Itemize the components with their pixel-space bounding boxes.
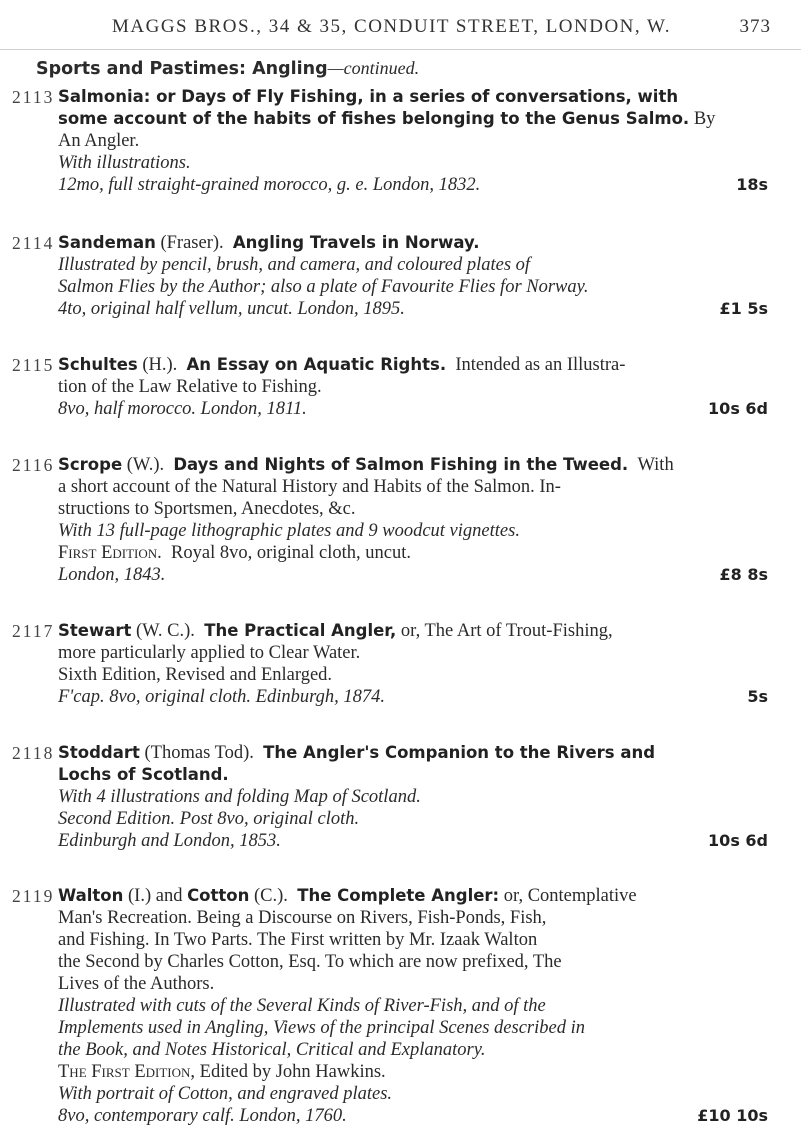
entry-title: The Practical Angler, [204, 621, 397, 640]
entry-title-cont: Lochs of Scotland. [58, 765, 229, 784]
entry-author: Stewart [58, 621, 132, 640]
entry-author: Stoddart [58, 743, 140, 762]
entry-price: 10s 6d [708, 399, 768, 418]
catalogue-entry: 2117 Stewart (W. C.). The Practical Angler, or, The Art of Trout-Fishing, more particularly applied to Clear Water. Sixth Edition, Revised and Enlarged. F'cap. 8vo, original cloth. Edinburgh, 1874. 5s [12, 621, 768, 707]
section-continued: —continued. [327, 58, 420, 78]
entry-number: 2116 [12, 455, 55, 475]
catalogue-entry: 2113 Salmonia: or Days of Fly Fishing, in a series of conversations, with some account of the habits of fishes belonging to the Genus Salmo. By An Angler. With illustrations. 12mo, full straight-grained morocco, g. e. London, 1832. 18s [12, 87, 768, 195]
entry-price: £1 5s [719, 299, 768, 318]
entry-author-2: Cotton [187, 886, 250, 905]
catalogue-entry: 2115 Schultes (H.). An Essay on Aquatic Rights. Intended as an Illustra- tion of the Law Relative to Fishing. 8vo, half morocco. London, 1811. 10s 6d [12, 355, 768, 419]
entry-author: Scrope [58, 455, 123, 474]
entry-price: £8 8s [719, 565, 768, 584]
entry-number: 2115 [12, 355, 55, 375]
entry-title: An Essay on Aquatic Rights. [186, 355, 447, 374]
catalogue-entry: 2114 Sandeman (Fraser). Angling Travels in Norway. Illustrated by pencil, brush, and camera, and coloured plates of Salmon Flies by the Author; also a plate of Favourite Flies for Norway. 4to, original half vellum, uncut. London, 1895. £1 5s [12, 233, 768, 319]
section-title: Sports and Pastimes: Angling—continued. [36, 58, 420, 79]
entry-price: £10 10s [697, 1106, 768, 1125]
entry-number: 2114 [12, 233, 55, 253]
page-number: 373 [739, 16, 771, 37]
entry-title: Salmonia: or Days of Fly Fishing, in a series of conversations, with [58, 87, 679, 106]
header-rule [0, 49, 801, 50]
catalogue-entry: 2119 Walton (I.) and Cotton (C.). The Complete Angler: or, Contemplative Man's Recreation. Being a Discourse on Rivers, Fish-Ponds, Fish, and Fishing. In Two Parts. The First written by Mr. Izaak Walton the Second by Charles Cotton, Esq. To which are now prefixed, The Lives of the Authors. Illustrated with cuts of the Several Kinds of River-Fish, and of the Implements used in Angling, Views of the principal Scenes described in the Book, and Notes Historical, Critical and Explanatory. The First Edition, Edited by John Hawkins. With portrait of Cotton, and engraved plates. 8vo, contemporary calf. London, 1760. £10 10s [12, 886, 768, 1126]
entry-title-cont: some account of the habits of fishes belonging to the Genus Salmo. [58, 109, 690, 128]
entry-number: 2118 [12, 743, 55, 763]
entry-price: 18s [736, 175, 768, 194]
catalogue-entry: 2118 Stoddart (Thomas Tod). The Angler's Companion to the Rivers and Lochs of Scotland. With 4 illustrations and folding Map of Scotland. Second Edition. Post 8vo, original cloth. Edinburgh and London, 1853. 10s 6d [12, 743, 768, 851]
entry-price: 10s 6d [708, 831, 768, 850]
entry-number: 2119 [12, 886, 55, 906]
entry-number: 2113 [12, 87, 55, 107]
entry-author: Walton [58, 886, 124, 905]
entry-author: Schultes [58, 355, 138, 374]
entry-title: The Complete Angler: [297, 886, 500, 905]
header-text: MAGGS BROS., 34 & 35, CONDUIT STREET, LONDON, W. [112, 16, 671, 37]
entry-title: Angling Travels in Norway. [232, 233, 480, 252]
entry-price: 5s [747, 687, 768, 706]
entry-title: Days and Nights of Salmon Fishing in the Tweed. [173, 455, 629, 474]
page-header [112, 16, 771, 38]
catalogue-entry: 2116 Scrope (W.). Days and Nights of Salmon Fishing in the Tweed. With a short account of the Natural History and Habits of the Salmon. In- structions to Sportsmen, Anecdotes, &c. With 13 full-page lithographic plates and 9 woodcut vignettes. First Edition. Royal 8vo, original cloth, uncut. London, 1843. £8 8s [12, 455, 768, 585]
entry-number: 2117 [12, 621, 55, 641]
entry-author: Sandeman [58, 233, 156, 252]
entry-title: The Angler's Companion to the Rivers and [263, 743, 656, 762]
